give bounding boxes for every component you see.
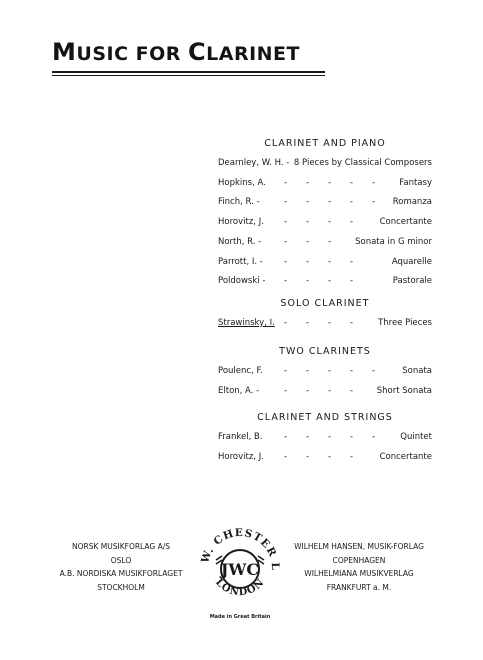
leader-dash: - <box>328 236 332 247</box>
leader-dash: - <box>350 256 354 267</box>
leader-dash: - <box>350 217 354 228</box>
leader-dash: - <box>372 177 376 188</box>
composer-name: Dearnley, W. H. - <box>218 158 290 168</box>
leader-dash: - <box>350 451 354 462</box>
leader-dash: - <box>284 256 288 267</box>
work-title: Fantasy <box>399 177 432 188</box>
chester-seal-svg <box>196 522 284 610</box>
publisher-line: WILHELM HANSEN, MUSIK-FORLAG <box>294 542 424 551</box>
leader-dash: - <box>350 177 354 188</box>
work-title: Sonata in G minor <box>355 236 432 247</box>
title-rule-thick <box>52 71 325 73</box>
leader-dash: - <box>284 385 288 396</box>
section-heading: CLARINET AND STRINGS <box>257 412 393 423</box>
catalogue-row <box>218 366 432 378</box>
title-text: M <box>52 38 77 66</box>
catalogue-row <box>218 257 432 269</box>
composer-name: Poulenc, F. <box>218 366 263 376</box>
leader-dash: - <box>284 217 288 228</box>
composer-name: Finch, R. - <box>218 197 260 208</box>
leader-dash: - <box>372 366 376 376</box>
work-title: Aquarelle <box>391 256 432 267</box>
leader-dash: - <box>306 366 310 376</box>
leader-dash: - <box>350 385 354 396</box>
catalogue-row <box>218 217 432 229</box>
leader-dash: - <box>284 177 288 188</box>
publishers-right <box>290 540 428 594</box>
leader-dash: - <box>306 177 310 188</box>
leader-dash: - <box>350 318 354 328</box>
catalogue-row <box>218 276 432 288</box>
catalogue-row <box>218 432 432 444</box>
leader-dash: - <box>284 318 288 328</box>
leader-dash: - <box>328 217 332 228</box>
leader-dash: - <box>284 451 288 462</box>
work-title: Pastorale <box>392 276 432 287</box>
leader-dash: - <box>372 197 376 208</box>
leader-dash: - <box>284 276 288 287</box>
publishers-left <box>56 540 186 594</box>
leader-dash: - <box>284 236 288 247</box>
work-title: Concertante <box>379 451 432 462</box>
title-text-c: C <box>188 38 207 66</box>
catalogue-row <box>218 386 432 398</box>
publisher-line: WILHELMIANA MUSIKVERLAG <box>304 569 414 578</box>
publisher-line: FRANKFURT a. M. <box>326 582 392 592</box>
work-title: Concertante <box>379 217 432 228</box>
leader-dash: - <box>328 366 332 376</box>
catalogue-row <box>218 178 432 190</box>
leader-dash: - <box>306 197 310 208</box>
composer-name: Strawinsky, I. <box>218 318 275 328</box>
leader-dash: - <box>306 432 310 442</box>
chester-seal-icon <box>196 522 284 610</box>
leader-dash: - <box>328 318 332 328</box>
leader-dash: - <box>328 256 332 267</box>
publisher-line: STOCKHOLM <box>97 582 145 592</box>
seal-monogram: JWC <box>220 560 260 579</box>
leader-dash: - <box>306 236 310 247</box>
leader-dash: - <box>328 385 332 396</box>
leader-dash: - <box>372 432 376 442</box>
composer-name: Elton, A. - <box>218 385 260 396</box>
composer-name: Frankel, B. <box>218 432 263 442</box>
leader-dash: - <box>328 432 332 442</box>
section-heading: TWO CLARINETS <box>279 346 371 357</box>
composer-name: Hopkins, A. <box>218 177 266 188</box>
composer-name: Poldowski - <box>218 276 266 287</box>
seal-bottom-text: LONDON <box>213 576 268 599</box>
catalogue-row <box>218 318 432 330</box>
catalogue-row <box>218 237 432 249</box>
leader-dash: - <box>350 366 354 376</box>
composer-name: Parrott, I. - <box>218 256 263 267</box>
work-title: Short Sonata <box>376 385 432 396</box>
leader-dash: - <box>306 217 310 228</box>
publisher-line: A.B. NORDISKA MUSIKFORLAGET <box>59 569 183 578</box>
leader-dash: - <box>306 256 310 267</box>
composer-name: Horovitz, J. <box>218 217 264 228</box>
work-title: Three Pieces <box>378 318 432 328</box>
leader-dash: - <box>328 177 332 188</box>
title-text-rest: USIC FOR <box>76 43 189 65</box>
seal-top-text: W. CHESTER L <box>199 526 282 571</box>
leader-dash: - <box>306 385 310 396</box>
work-title: Sonata <box>402 366 432 376</box>
composer-name: Horovitz, J. <box>218 451 264 462</box>
section-heading: CLARINET AND PIANO <box>264 138 386 149</box>
leader-dash: - <box>284 432 288 442</box>
publisher-line: OSLO <box>110 555 132 565</box>
leader-dash: - <box>284 197 288 208</box>
leader-dash: - <box>306 451 310 462</box>
leader-dash: - <box>306 318 310 328</box>
publisher-line: COPENHAGEN <box>332 555 386 565</box>
catalogue-row <box>218 452 432 464</box>
work-title: 8 Pieces by Classical Composers <box>293 158 432 168</box>
leader-dash: - <box>350 276 354 287</box>
leader-dash: - <box>328 197 332 208</box>
publisher-line: NORSK MUSIKFORLAG A/S <box>71 542 171 551</box>
catalogue-row <box>218 197 432 209</box>
work-title: Romanza <box>392 197 432 208</box>
work-title: Quintet <box>400 432 432 442</box>
leader-dash: - <box>306 276 310 287</box>
leader-dash: - <box>328 276 332 287</box>
leader-dash: - <box>350 432 354 442</box>
leader-dash: - <box>328 451 332 462</box>
page-title <box>52 38 300 66</box>
section-heading: SOLO CLARINET <box>280 298 370 309</box>
leader-dash: - <box>350 197 354 208</box>
catalogue-row <box>218 158 432 170</box>
title-text-rest2: LARINET <box>206 43 300 65</box>
made-in-note: Made in Great Britain <box>209 614 271 620</box>
title-rule-thin <box>52 75 325 76</box>
leader-dash: - <box>284 366 288 376</box>
composer-name: North, R. - <box>218 236 262 247</box>
